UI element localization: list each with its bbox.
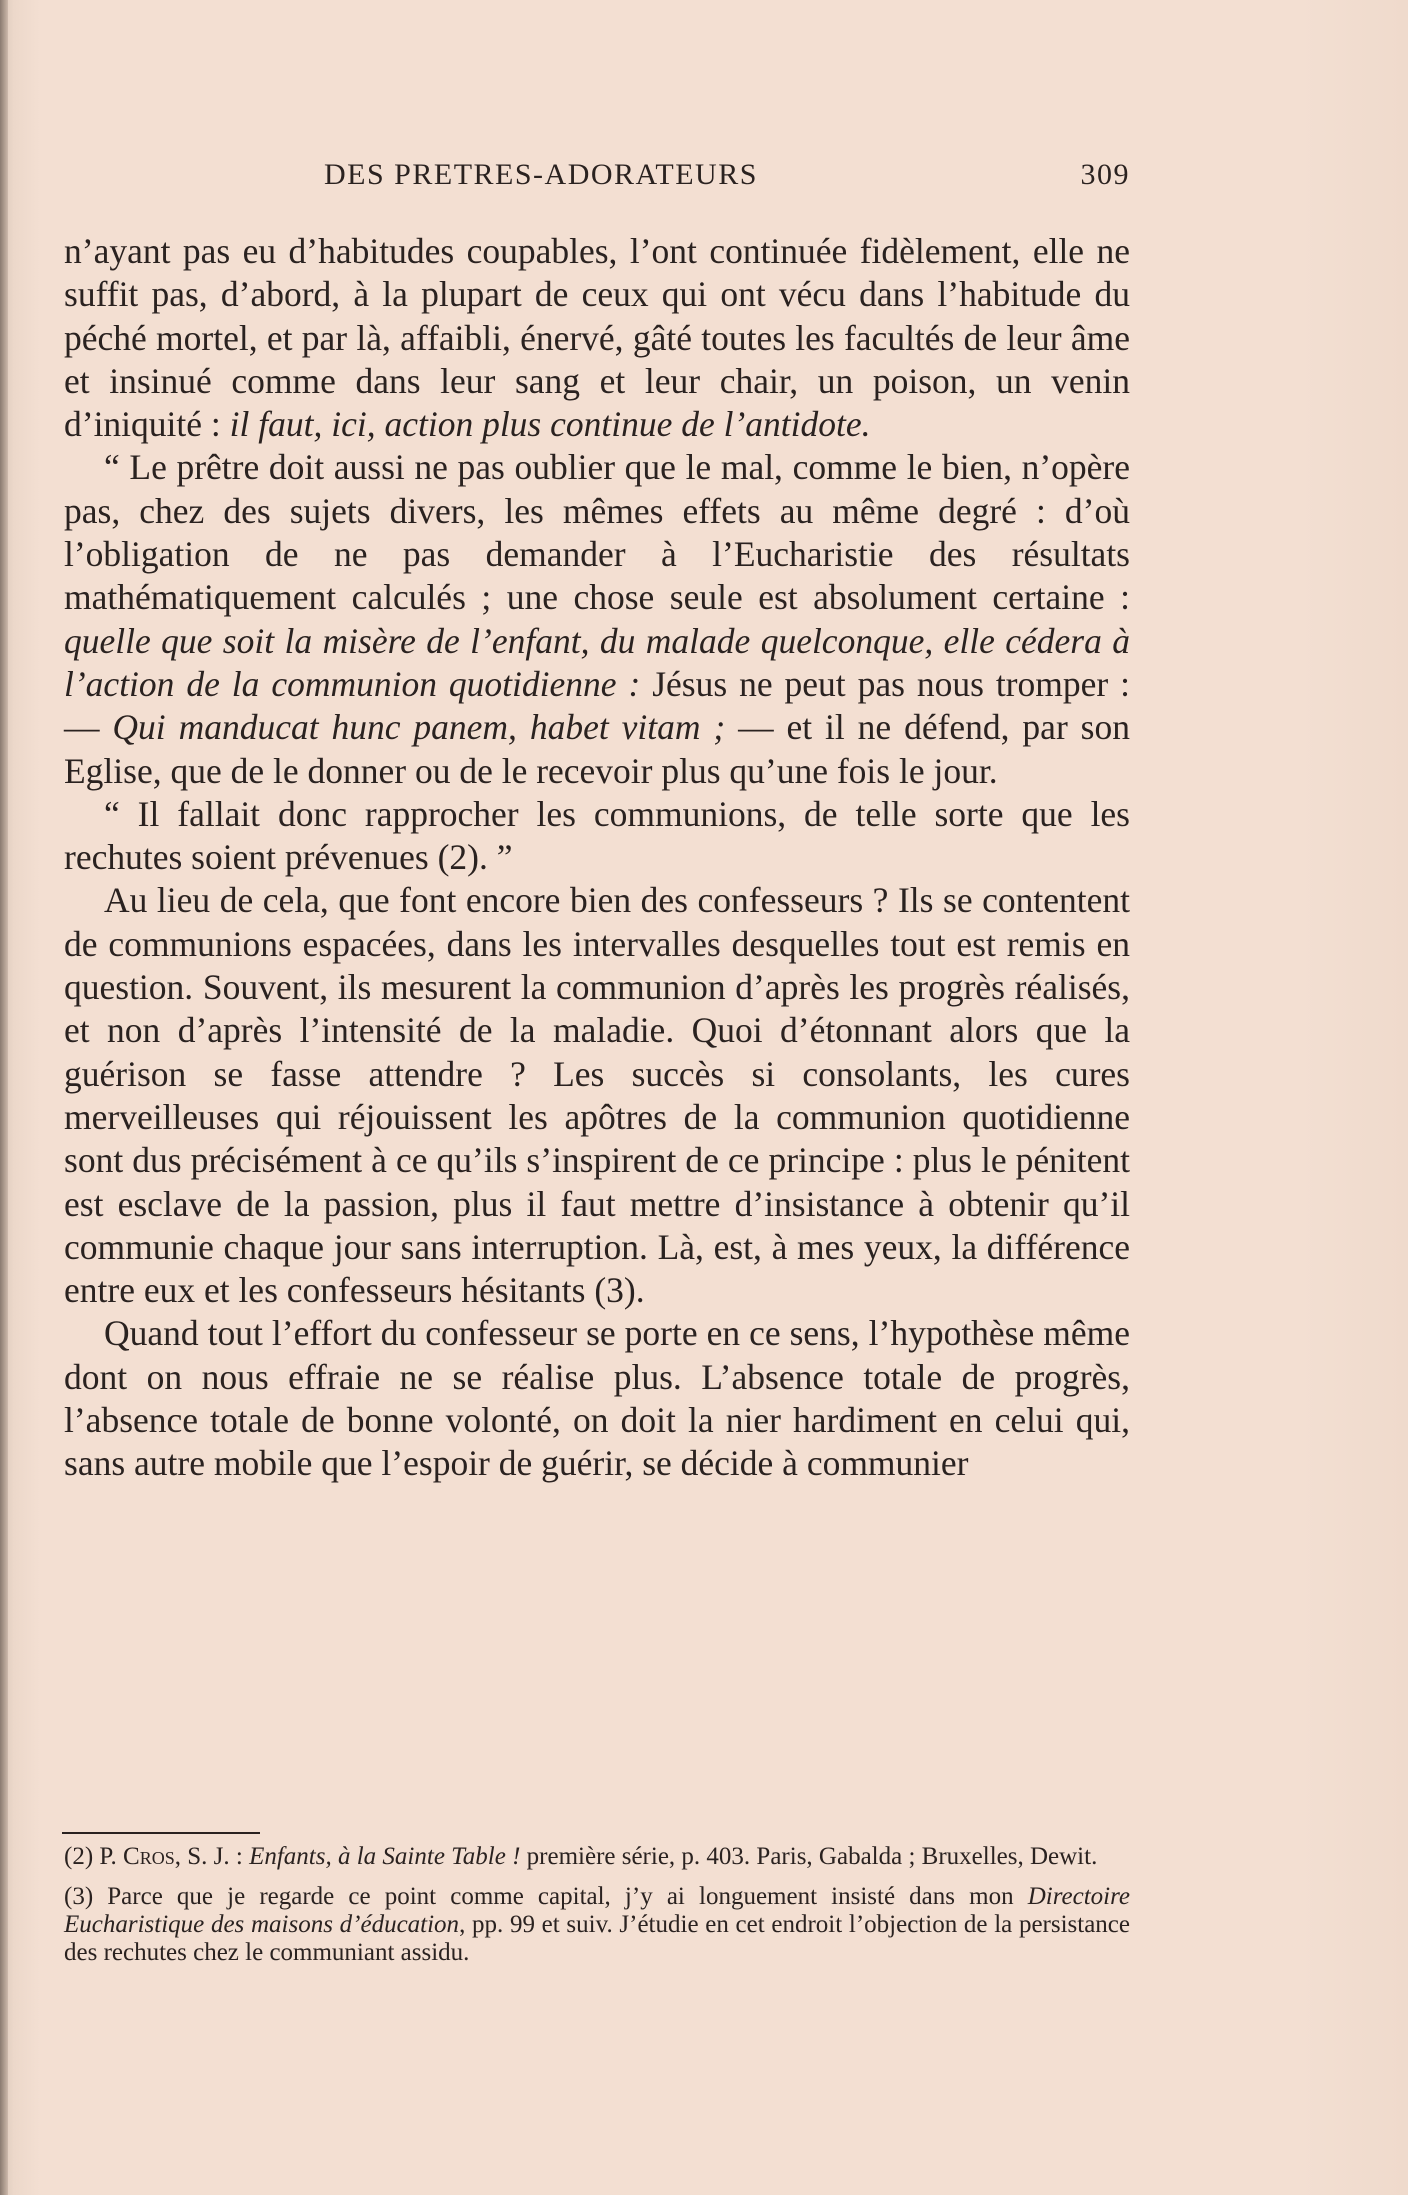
footnote-3 — [64, 1883, 1130, 1967]
paragraph — [64, 230, 1130, 446]
text-segment: n’ayant pas eu d’habitudes coupables, l’ont continuée fidèlement, elle ne suffit pas, d’abord, à la plupart de ceux qui ont vécu dans l’habitude du péché mortel, et par là, affaibli, énervé, gâté toutes les facultés de leur âme et insinué comme dans leur sang et leur chair, un poison, un venin d’iniquité : — [64, 231, 1130, 445]
italic-segment: quelle que soit la misère de l’enfant, du malade quelconque, elle cédera à l’action de la communion quotidienne : — [64, 620, 1130, 704]
text-segment: Jésus ne peut pas nous tromper : — — [64, 663, 1130, 748]
text-segment: Quand tout l’effort du confesseur se porte en ce sens, l’hypothèse même dont on nous effraie ne se réalise plus. L’absence totale de progrès, l’absence totale de bonne volonté, on doit la nier hardiment en celui qui, sans autre mobile que l’espoir de guérir, se décide à communier — [64, 1313, 1130, 1484]
running-title: DES PRETRES-ADORATEURS — [324, 158, 758, 191]
body-text — [64, 230, 1130, 1486]
paragraph — [64, 1312, 1130, 1485]
footnotes — [64, 1843, 1130, 1979]
text-segment: (3) Parce que je regarde ce point comme capital, j’y ai longuement insisté dans mon — [64, 1883, 1028, 1910]
running-header — [64, 158, 1130, 198]
text-segment: “ Le prêtre doit aussi ne pas oublier que le mal, comme le bien, n’opère pas, chez des sujets divers, les mêmes effets au même degré : d’où l’obligation de ne pas demander à l’Eucharistie des résultats mathématiquement calculés ; une chose seule est absolument certaine : — [64, 447, 1130, 618]
text-segment: première série, p. 403. Paris, Gabalda ; Bruxelles, Dewit. — [520, 1843, 1098, 1870]
page-number: 309 — [1080, 158, 1130, 191]
paragraph — [64, 446, 1130, 792]
book-title: Enfants, à la Sainte Table ! — [249, 1843, 521, 1870]
author-name: Cros — [123, 1843, 175, 1870]
page-spine-shadow — [0, 0, 8, 2195]
text-segment: — et il ne défend, par son Eglise, que de le donner ou de le recevoir plus qu’une fois le jour. — [64, 707, 1130, 791]
footnote-2 — [64, 1843, 1130, 1871]
paragraph — [64, 793, 1130, 880]
text-segment: (2) P. — [64, 1843, 124, 1870]
text-segment: Au lieu de cela, que font encore bien des confesseurs ? Ils se contentent de communions espacées, dans les intervalles desquelles tout est remis en question. Souvent, ils mesurent la communion d’après les progrès réalisés, et non d’après l’intensité de la maladie. Quoi d’étonnant alors que la guérison se fasse attendre ? Les succès si consolants, les cures merveilleuses qui réjouissent les apôtres de la communion quotidienne sont dus précisément à ce qu’ils s’inspirent de ce principe : plus le pénitent est esclave de la passion, plus il faut mettre d’insistance à obtenir qu’il communie chaque jour sans interruption. Là, est, à mes yeux, la différence entre eux et les confesseurs hésitants (3). — [64, 880, 1130, 1311]
text-segment: , S. J. : — [174, 1843, 250, 1870]
italic-segment: Qui manducat hunc panem, habet vitam ; — [112, 707, 726, 748]
footnote-rule — [62, 1832, 260, 1834]
text-segment: “ Il fallait donc rapprocher les communions, de telle sorte que les rechutes soient prévenues (2). ” — [64, 793, 1130, 878]
paragraph — [64, 879, 1130, 1312]
text-segment: , pp. 99 et suiv. J’étudie en cet endroit l’objection de la persistance des rechutes chez le communiant assidu. — [64, 1911, 1131, 1966]
italic-segment: il faut, ici, action plus continue de l’antidote. — [229, 404, 871, 445]
book-title: Directoire Eucharistique des maisons d’éducation — [64, 1883, 1130, 1938]
